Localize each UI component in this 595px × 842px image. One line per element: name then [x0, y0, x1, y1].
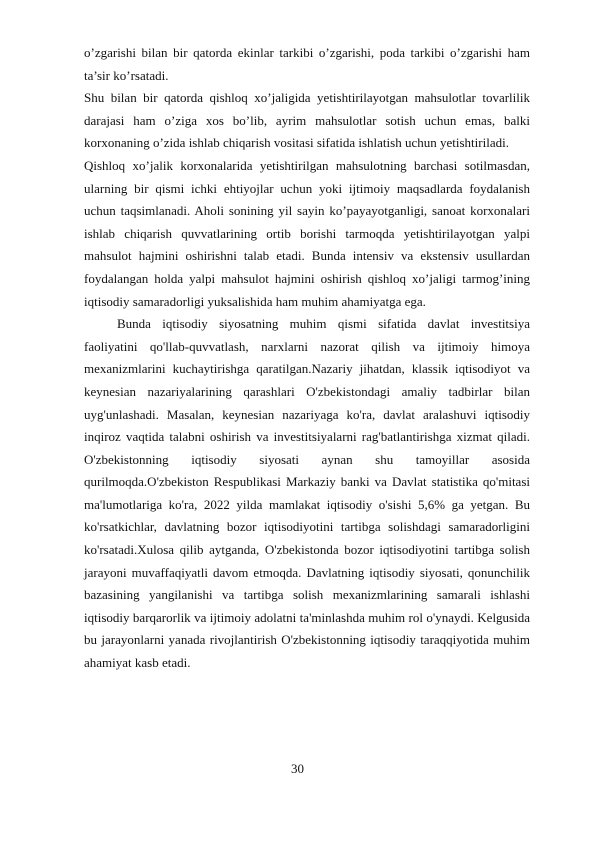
paragraph-1: o’zgarishi bilan bir qatorda ekinlar tarkibi o’zgarishi, poda tarkibi o’zgarishi ham ta’sir ko’rsatadi.	[84, 45, 530, 83]
paragraph-2: Shu bilan bir qatorda qishloq xo’jaligida yetishtirilayotgan mahsulotlar tovarlilik darajasi ham o’ziga xos bo’lib, ayrim mahsulotlar sotish uchun emas, balki korxonaning o’zida ishlab chiqarish vositasi sifatida ishlatish uchun yetishtiriladi.	[84, 90, 530, 151]
body-text	[84, 42, 530, 675]
paragraph-3: Qishloq xo’jalik korxonalarida yetishtirilgan mahsulotning barchasi sotilmasdan, ularning bir qismi ichki ehtiyojlar uchun yoki ijtimoiy maqsadlarda foydalanish uchun taqsimlanadi. Aholi sonining yil sayin ko’payayotganligi, sanoat korxonalari ishlab chiqarish quvvatlarining ortib borishi tarmoqda yetishtirilayotgan yalpi mahsulot hajmini oshirishni talab etadi. Bunda intensiv va ekstensiv usullardan foydalangan holda yalpi mahsulot hajmini oshirish qishloq xo’jaligi tarmog’ining iqtisodiy samaradorligi yuksalishida ham muhim ahamiyatga ega.	[84, 157, 530, 309]
paragraph-4: Bunda iqtisodiy siyosatning muhim qismi sifatida davlat investitsiya faoliyatini qo'llab-quvvatlash, narxlarni nazorat qilish va ijtimoiy himoya mexanizmlarini kuchaytirishga qaratilgan.Nazariy jihatdan, klassik iqtisodiyot va keynesian nazariyalarining qarashlari O'zbekistondagi amaliy tadbirlar bilan uyg'unlashadi. Masalan, keynesian nazariyaga ko'ra, davlat aralashuvi iqtisodiy inqiroz vaqtida talabni oshirish va investitsiyalarni rag'batlantirishga xizmat qiladi. O'zbekistonning iqtisodiy siyosati aynan shu tamoyillar asosida qurilmoqda.O'zbekiston Respublikasi Markaziy banki va Davlat statistika qo'mitasi ma'lumotlariga ko'ra, 2022 yilda mamlakat iqtisodiy o'sishi 5,6% ga yetgan. Bu ko'rsatkichlar, davlatning bozor iqtisodiyotini tartibga solishdagi samaradorligini ko'rsatadi.Xulosa qilib aytganda, O'zbekistonda bozor iqtisodiyotini tartibga solish jarayoni muvaffaqiyatli davom etmoqda. Davlatning iqtisodiy siyosati, qonunchilik bazasining yangilanishi va tartibga solish mexanizmlarining samarali ishlashi iqtisodiy barqarorlik va ijtimoiy adolatni ta'minlashda muhim rol o'ynaydi. Kelgusida bu jarayonlarni yanada rivojlantirish O'zbekistonning iqtisodiy taraqqiyotida muhim ahamiyat kasb etadi.	[84, 316, 530, 671]
page-number: 30	[291, 761, 304, 776]
